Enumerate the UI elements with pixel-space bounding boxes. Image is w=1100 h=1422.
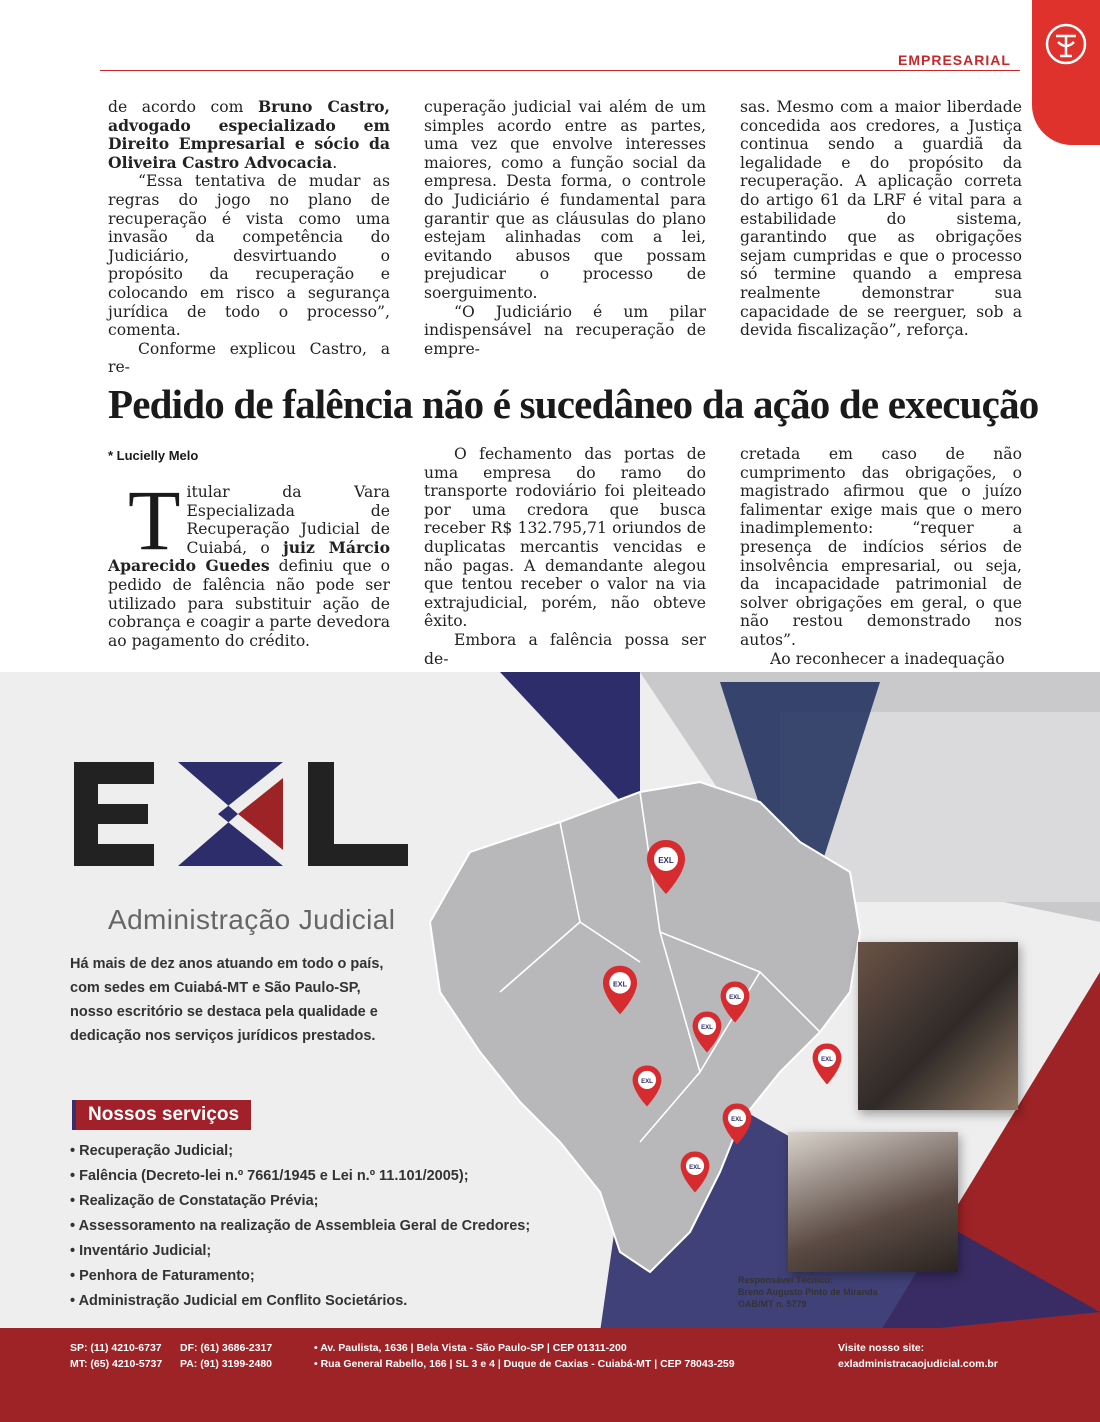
article-c1-text-c: definiu que o pedido de falência não pode ser utilizado para substituir ação de cobrança e coagir a parte devedora ao pagamento do crédito. — [108, 557, 391, 650]
responsible-oab: OAB/MT n. 5779 — [738, 1299, 807, 1309]
responsible-label: Responsável Técnico: — [738, 1275, 834, 1285]
map-pin-icon — [600, 964, 640, 1016]
article-c3-paragraph-1: cretada em caso de não cumprimento das obrigações, o magistrado afirmou que o juízo falimentar exige mais que o mero inadimplemento: “requer a presença de indícios sérios de insolvência empresarial, ou seja, da incapacidade patrimonial de solver obrigações em geral, o que não restou demonstrado nos autos”. — [740, 445, 1022, 649]
svg-text:EXL: EXL — [821, 1056, 833, 1063]
top-c2-paragraph-1: cuperação judicial vai além de um simples acordo entre as partes, uma vez que envolve interesses maiores, como a função social da empresa. Desta forma, o controle do Judiciário é fundamental para garantir que as cláusulas do plano estejam alinhadas com a lei, evitando abusos que possam prejudicar o processo de soerguimento. — [424, 98, 706, 302]
services-title: Nossos serviços — [72, 1100, 251, 1130]
top-c1-text-a: de acordo com — [108, 98, 258, 116]
service-item: • Recuperação Judicial; — [70, 1139, 530, 1164]
map-pin-icon — [810, 1042, 844, 1086]
article-c1-text-a: itular da Vara Especializada de Recuperação Judicial de Cuiabá, o — [186, 483, 390, 557]
publication-logo-icon — [1044, 22, 1088, 66]
responsible-name: Breno Augusto Pinto de Miranda — [738, 1287, 878, 1297]
article-c3-paragraph-2: Ao reconhecer a inadequação — [770, 649, 1005, 668]
map-pin-icon — [644, 838, 688, 896]
service-item: • Administração Judicial em Conflito Societários. — [70, 1289, 530, 1314]
address-sp: • Av. Paulista, 1636 | Bela Vista - São Paulo-SP | CEP 01311-200 — [314, 1342, 627, 1354]
article-c1-bold: juiz Márcio Aparecido Guedes — [108, 537, 391, 576]
phone-df: DF: (61) 3686-2317 — [180, 1342, 273, 1354]
ad-footer — [0, 1328, 1100, 1422]
top-c1-paragraph-3: Conforme explicou Castro, a re- — [108, 339, 390, 377]
top-column-2 — [424, 98, 706, 358]
svg-text:EXL: EXL — [689, 1164, 701, 1171]
visit-label: Visite nosso site: — [838, 1342, 925, 1354]
phone-sp: SP: (11) 4210-6737 — [70, 1342, 162, 1354]
phone-mt: MT: (65) 4210-5737 — [70, 1358, 163, 1370]
service-item: • Assessoramento na realização de Assembleia Geral de Credores; — [70, 1214, 530, 1239]
svg-text:EXL: EXL — [729, 994, 741, 1001]
phone-pa: PA: (91) 3199-2480 — [180, 1358, 273, 1370]
svg-text:EXL: EXL — [731, 1116, 743, 1123]
drop-cap: T — [128, 472, 181, 568]
ad-subtitle: Administração Judicial — [108, 904, 396, 935]
article-headline: Pedido de falência não é sucedâneo da ação de execução — [108, 381, 1039, 427]
article-c2-paragraph-1: O fechamento das portas de uma empresa do ramo do transporte rodoviário foi pleiteado por uma credora que busca receber R$ 132.795,71 oriundos de duplicatas mercantis vencidas e não pagas. A demandante alegou que tentou receber o valor na via extrajudicial, porém, não obteve êxito. — [424, 445, 706, 631]
top-c2-paragraph-2: “O Judiciário é um pilar indispensável na recuperação de empre- — [424, 302, 706, 358]
top-column-3 — [740, 98, 1022, 340]
map-pin-icon — [690, 1010, 724, 1054]
website-link[interactable]: exladministracaojudicial.com.br — [838, 1358, 998, 1370]
svg-text:EXL: EXL — [701, 1024, 713, 1031]
address-mt: • Rua General Rabello, 166 | SL 3 e 4 | Duque de Caxias - Cuiabá-MT | CEP 78043-259 — [314, 1358, 735, 1370]
svg-text:EXL: EXL — [658, 856, 674, 865]
article-column-1 — [108, 472, 391, 650]
section-divider — [100, 70, 1020, 71]
photo-lawyer-reading — [858, 942, 1018, 1110]
responsible-technician-block — [738, 1274, 878, 1310]
article-byline: * Lucielly Melo — [108, 448, 199, 463]
top-c1-text-c: . — [332, 153, 338, 172]
top-c1-paragraph-2: “Essa tentativa de mudar as regras do jogo no plano de recuperação é vista como uma invasão da competência do Judiciário, desvirtuando o propósito da recuperação e colocando em risco a segurança jurídica de todo o processo”, comenta. — [108, 172, 390, 340]
top-column-1 — [108, 98, 390, 377]
map-pin-icon — [720, 1102, 754, 1146]
exl-logo — [68, 754, 428, 874]
service-item: • Falência (Decreto-lei n.º 7661/1945 e Lei n.º 11.101/2005); — [70, 1164, 530, 1189]
services-list — [70, 1139, 530, 1314]
ad-description: Há mais de dez anos atuando em todo o país, com sedes em Cuiabá-MT e São Paulo-SP, nosso escritório se destaca pela qualidade e dedicação nos serviços jurídicos prestados. — [70, 956, 384, 1044]
top-c3-paragraph-1: sas. Mesmo com a maior liberdade concedida aos credores, a Justiça continua sendo a guardiã da legalidade e do propósito da recuperação. A aplicação correta do artigo 61 da LRF é vital para a estabilidade do sistema, garantindo que as obrigações sejam cumpridas e que o processo só termine quando a empresa realmente demonstrar sua capacidade de se reerguer, sob a devida fiscalização”, reforça. — [740, 98, 1022, 340]
photo-meeting — [788, 1132, 958, 1272]
svg-text:EXL: EXL — [613, 980, 627, 989]
service-item: • Realização de Constatação Prévia; — [70, 1189, 530, 1214]
service-item: • Penhora de Faturamento; — [70, 1264, 530, 1289]
article-c2-paragraph-2: Embora a falência possa ser de- — [424, 630, 706, 668]
svg-text:EXL: EXL — [641, 1078, 653, 1085]
exl-advertisement — [0, 672, 1100, 1422]
article-column-3 — [740, 445, 1022, 668]
map-pin-icon — [630, 1064, 664, 1108]
map-pin-icon — [678, 1150, 712, 1194]
section-label: EMPRESARIAL — [898, 52, 1011, 68]
article-column-2 — [424, 445, 706, 668]
service-item: • Inventário Judicial; — [70, 1239, 530, 1264]
top-c1-bold: Bruno Castro, advogado especializado em Direito Empresarial e sócio da Oliveira Castro Advocacia — [108, 97, 390, 172]
